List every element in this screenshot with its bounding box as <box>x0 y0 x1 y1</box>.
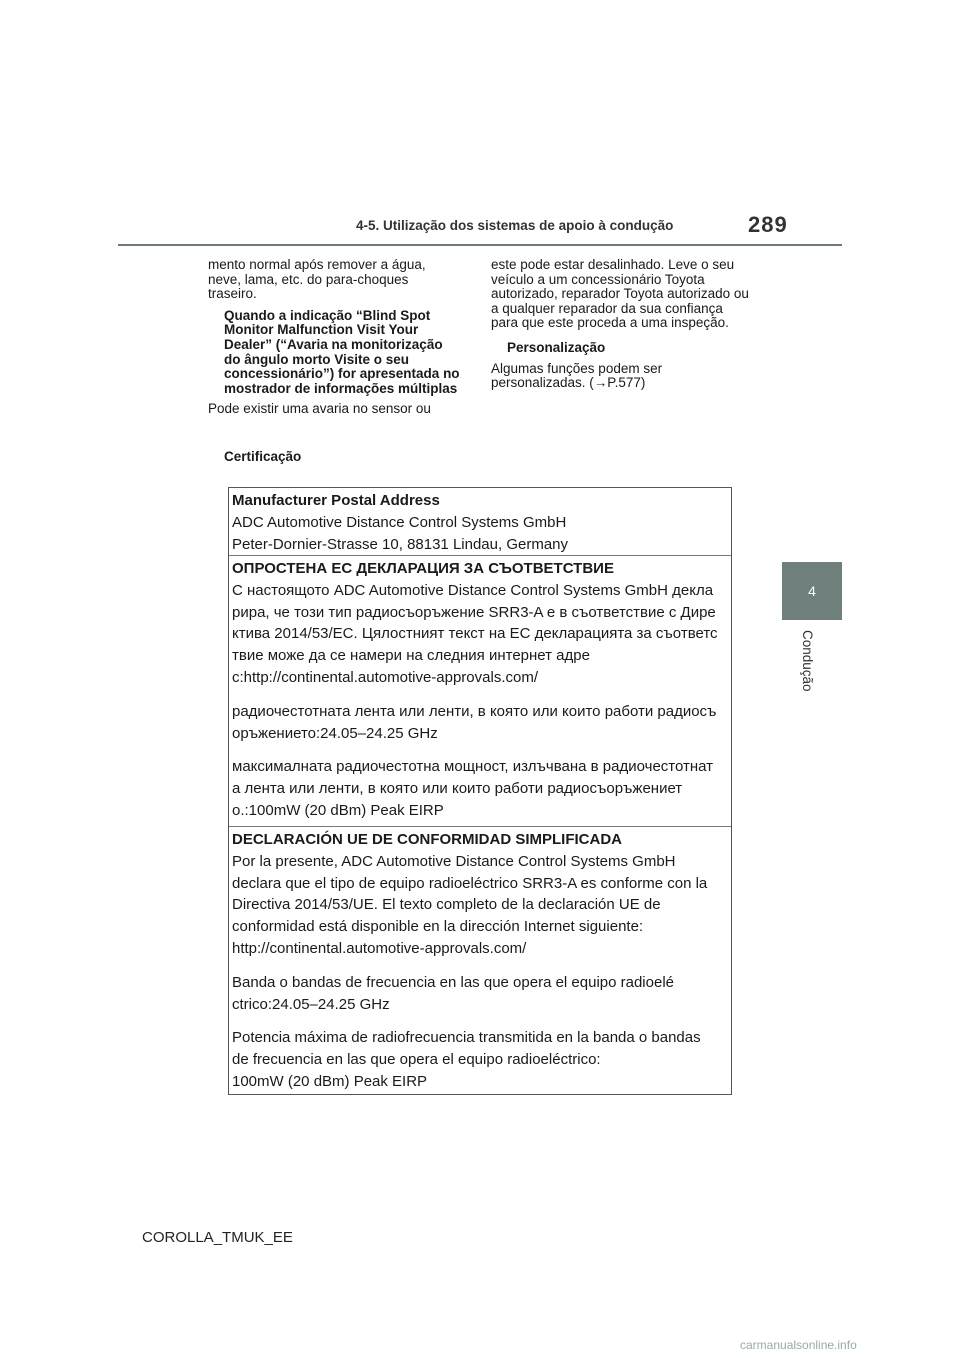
declaration-line: http://continental.automotive-approvals.com/ <box>232 939 527 957</box>
left-column <box>208 258 460 417</box>
right-body-paragraph: este pode estar desalinhado. Leve o seu veículo a um concessionário Toyota autorizado, reparador Toyota autorizado ou a qualquer reparador da sua confiança para que este proceda a uma inspeção. <box>491 257 749 331</box>
declaration-line: радиочестотната лента или ленти, в която или които работи радиосъ <box>232 702 717 720</box>
personalization-subheading: Personalização <box>507 339 606 355</box>
chapter-tab-label: Condução <box>800 630 815 692</box>
right-column <box>491 258 751 391</box>
declaration-line: а лента или ленти, в която или които работи радиосъоръжениет <box>232 780 683 798</box>
declaration-line: conformidad está disponible en la dirección Internet siguiente: <box>232 918 644 936</box>
certificate-box <box>228 487 732 1095</box>
declaration-line: ctrico:24.05–24.25 GHz <box>232 995 390 1013</box>
declaration-line: Banda o bandas de frecuencia en las que opera el equipo radioelé <box>232 973 675 991</box>
declaration-line: Potencia máxima de radiofrecuencia transmitida en la banda o bandas <box>232 1029 701 1047</box>
footer-model-code: COROLLA_TMUK_EE <box>142 1229 293 1246</box>
declaration-line: С настоящото ADC Automotive Distance Control Systems GmbH декла <box>232 581 714 599</box>
declaration-line: Directiva 2014/53/UE. El texto completo de la declaración UE de <box>232 896 661 914</box>
declaration-line: оръжението:24.05–24.25 GHz <box>232 724 438 742</box>
chapter-tab-number: 4 <box>782 562 842 620</box>
header-divider <box>118 244 842 246</box>
address-line: ADC Automotive Distance Control Systems GmbH <box>232 513 567 531</box>
declaration-line: максималната радиочестотна мощност, излъчвана в радиочестотнат <box>232 758 714 776</box>
left-intro-paragraph: mento normal após remover a água, neve, lama, etc. do para-choques traseiro. <box>208 257 426 302</box>
bulgarian-declaration-section <box>229 556 731 827</box>
spanish-declaration-title: DECLARACIÓN UE DE CONFORMIDAD SIMPLIFICADA <box>232 831 622 848</box>
declaration-line: о.:100mW (20 dBm) Peak EIRP <box>232 801 444 819</box>
malfunction-subheading: Quando a indicação “Blind Spot Monitor Malfunction Visit Your Dealer” (“Avaria na monitorização do ângulo morto Visite o seu concessionário”) for apresentada no mostrador de informações múltiplas <box>224 307 460 396</box>
address-section <box>229 488 731 556</box>
declaration-line: твие може да се намери на следния интернет адре <box>232 647 590 665</box>
certification-heading: Certificação <box>224 449 302 464</box>
declaration-line: рира, че този тип радиосъоръжение SRR3-A е в съответствие с Дире <box>232 603 716 621</box>
left-body-paragraph: Pode existir uma avaria no sensor ou <box>208 401 431 417</box>
bulgarian-declaration-title: ОПРОСТЕНА ЕС ДЕКЛАРАЦИЯ ЗА СЪОТВЕТСТВИЕ <box>232 560 614 577</box>
declaration-line: ктива 2014/53/ЕС. Цялостният текст на ЕС декларацията за съответс <box>232 625 718 643</box>
declaration-line: с:http://continental.automotive-approvals.com/ <box>232 668 538 686</box>
address-title: Manufacturer Postal Address <box>232 492 440 509</box>
address-line: Peter-Dornier-Strasse 10, 88131 Lindau, Germany <box>232 535 569 553</box>
section-title: 4-5. Utilização dos sistemas de apoio à condução <box>356 218 674 233</box>
declaration-line: declara que el tipo de equipo radioeléctrico SRR3-A es conforme con la <box>232 874 708 892</box>
page-number: 289 <box>748 212 788 237</box>
personalization-paragraph: Algumas funções podem ser personalizadas. (→P.577) <box>491 360 663 391</box>
declaration-line: de frecuencia en las que opera el equipo radioeléctrico: <box>232 1051 601 1069</box>
spanish-declaration-section <box>229 827 731 1093</box>
declaration-line: Por la presente, ADC Automotive Distance Control Systems GmbH <box>232 852 676 870</box>
watermark: carmanualsonline.info <box>740 1338 857 1352</box>
declaration-line: 100mW (20 dBm) Peak EIRP <box>232 1072 428 1090</box>
